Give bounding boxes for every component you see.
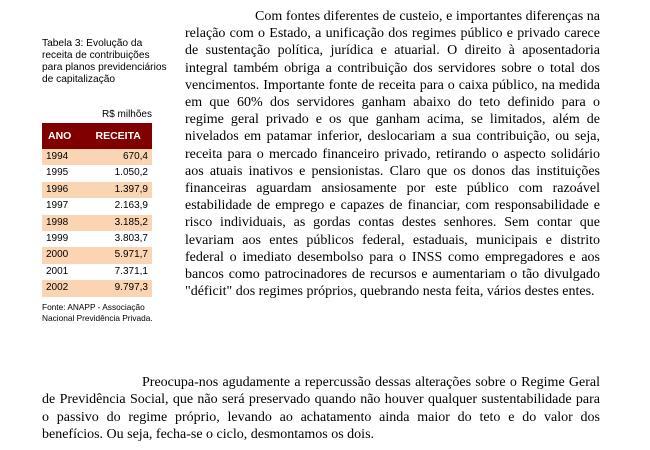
row-value: 3.185,2: [84, 215, 152, 231]
row-value: 1.397,9: [84, 182, 152, 198]
row-year: 1999: [46, 233, 69, 245]
row-year: 1994: [42, 149, 84, 165]
table-row: [42, 182, 152, 198]
table-row: [42, 165, 152, 181]
body-column: [185, 8, 600, 300]
table-caption: Tabela 3: Evolução da receita de contribuições para planos previdenciários de capitalização: [42, 38, 167, 85]
body-paragraph-2: Preocupa-nos agudamente a repercussão dessas alterações sobre o Regime Geral de Previdência Social, que não será preservado quando não houver qualquer sustentabilidade para o passivo do regime próprio, levando ao achatamento ainda maior do teto e do valor dos benefícios. Ou seja, fecha-se o ciclo, desmontamos os dois.: [42, 375, 600, 442]
table-row: [42, 149, 152, 165]
row-year: 1996: [42, 182, 84, 198]
row-year: 2001: [46, 265, 69, 277]
body-footer-text: [42, 374, 600, 443]
row-year: 2002: [42, 280, 84, 296]
row-year: 1995: [46, 167, 69, 179]
revenue-table: [42, 123, 152, 297]
table-row: [42, 198, 152, 214]
row-year: 1998: [42, 215, 84, 231]
table-row: [42, 247, 152, 263]
table-header-row: [42, 123, 152, 149]
table-unit-label: R$ milhões: [101, 109, 152, 120]
table-row: [42, 231, 152, 247]
row-value: 9.797,3: [84, 280, 152, 296]
header-year: ANO: [42, 123, 84, 149]
row-value: 670,4: [84, 149, 152, 165]
row-value: 3.803,7: [114, 233, 148, 245]
table-row: [42, 215, 152, 231]
table-source-note: Fonte: ANAPP - Associação Nacional Previdência Privada.: [42, 301, 153, 323]
row-value: 7.371,1: [114, 265, 148, 277]
row-value: 1.050,2: [114, 167, 148, 179]
row-year: 1997: [46, 200, 69, 212]
row-year: 2000: [42, 247, 84, 263]
body-paragraph-1: Com fontes diferentes de custeio, e importantes diferenças na relação com o Estado, a unificação dos regimes público e privado carece de sustentação política, jurídica e atuarial. O direito à aposentadoria integral também obriga a contribuição dos servidores sobre o total dos vencimentos. Importante fonte de receita para o caixa público, na medida em que 60% dos servidores ganham abaixo do teto definido para o regime geral privado e os que ganham acima, se limitados, além de nivelados em patamar inferior, deslocariam a sua contribuição, ou seja, receita para o mercado financeiro privado, retirando o aspecto solidário aos atuais inativos e pensionistas. Claro que os donos das instituições financeiras aguardam ansiosamente por este público com razoável estabilidade de emprego e capazes de financiar, com responsabilidade e risco individuais, as gordas contas destes senhores. Sem contar que levariam aos entes públicos federal, estaduais, municipais e distrito federal o imediato desembolso para o INSS como empregadores e aos bancos como patrocinadores de recursos e aumentariam o tão divulgado "déficit" dos regimes próprios, quebrando nesta feita, vários destes entes.: [185, 9, 600, 300]
header-revenue: RECEITA: [84, 123, 152, 149]
table-row: [42, 264, 152, 280]
revenue-table-panel: [42, 38, 172, 324]
row-value: 5.971,7: [84, 247, 152, 263]
table-row: [42, 280, 152, 296]
row-value: 2.163,9: [114, 200, 148, 212]
